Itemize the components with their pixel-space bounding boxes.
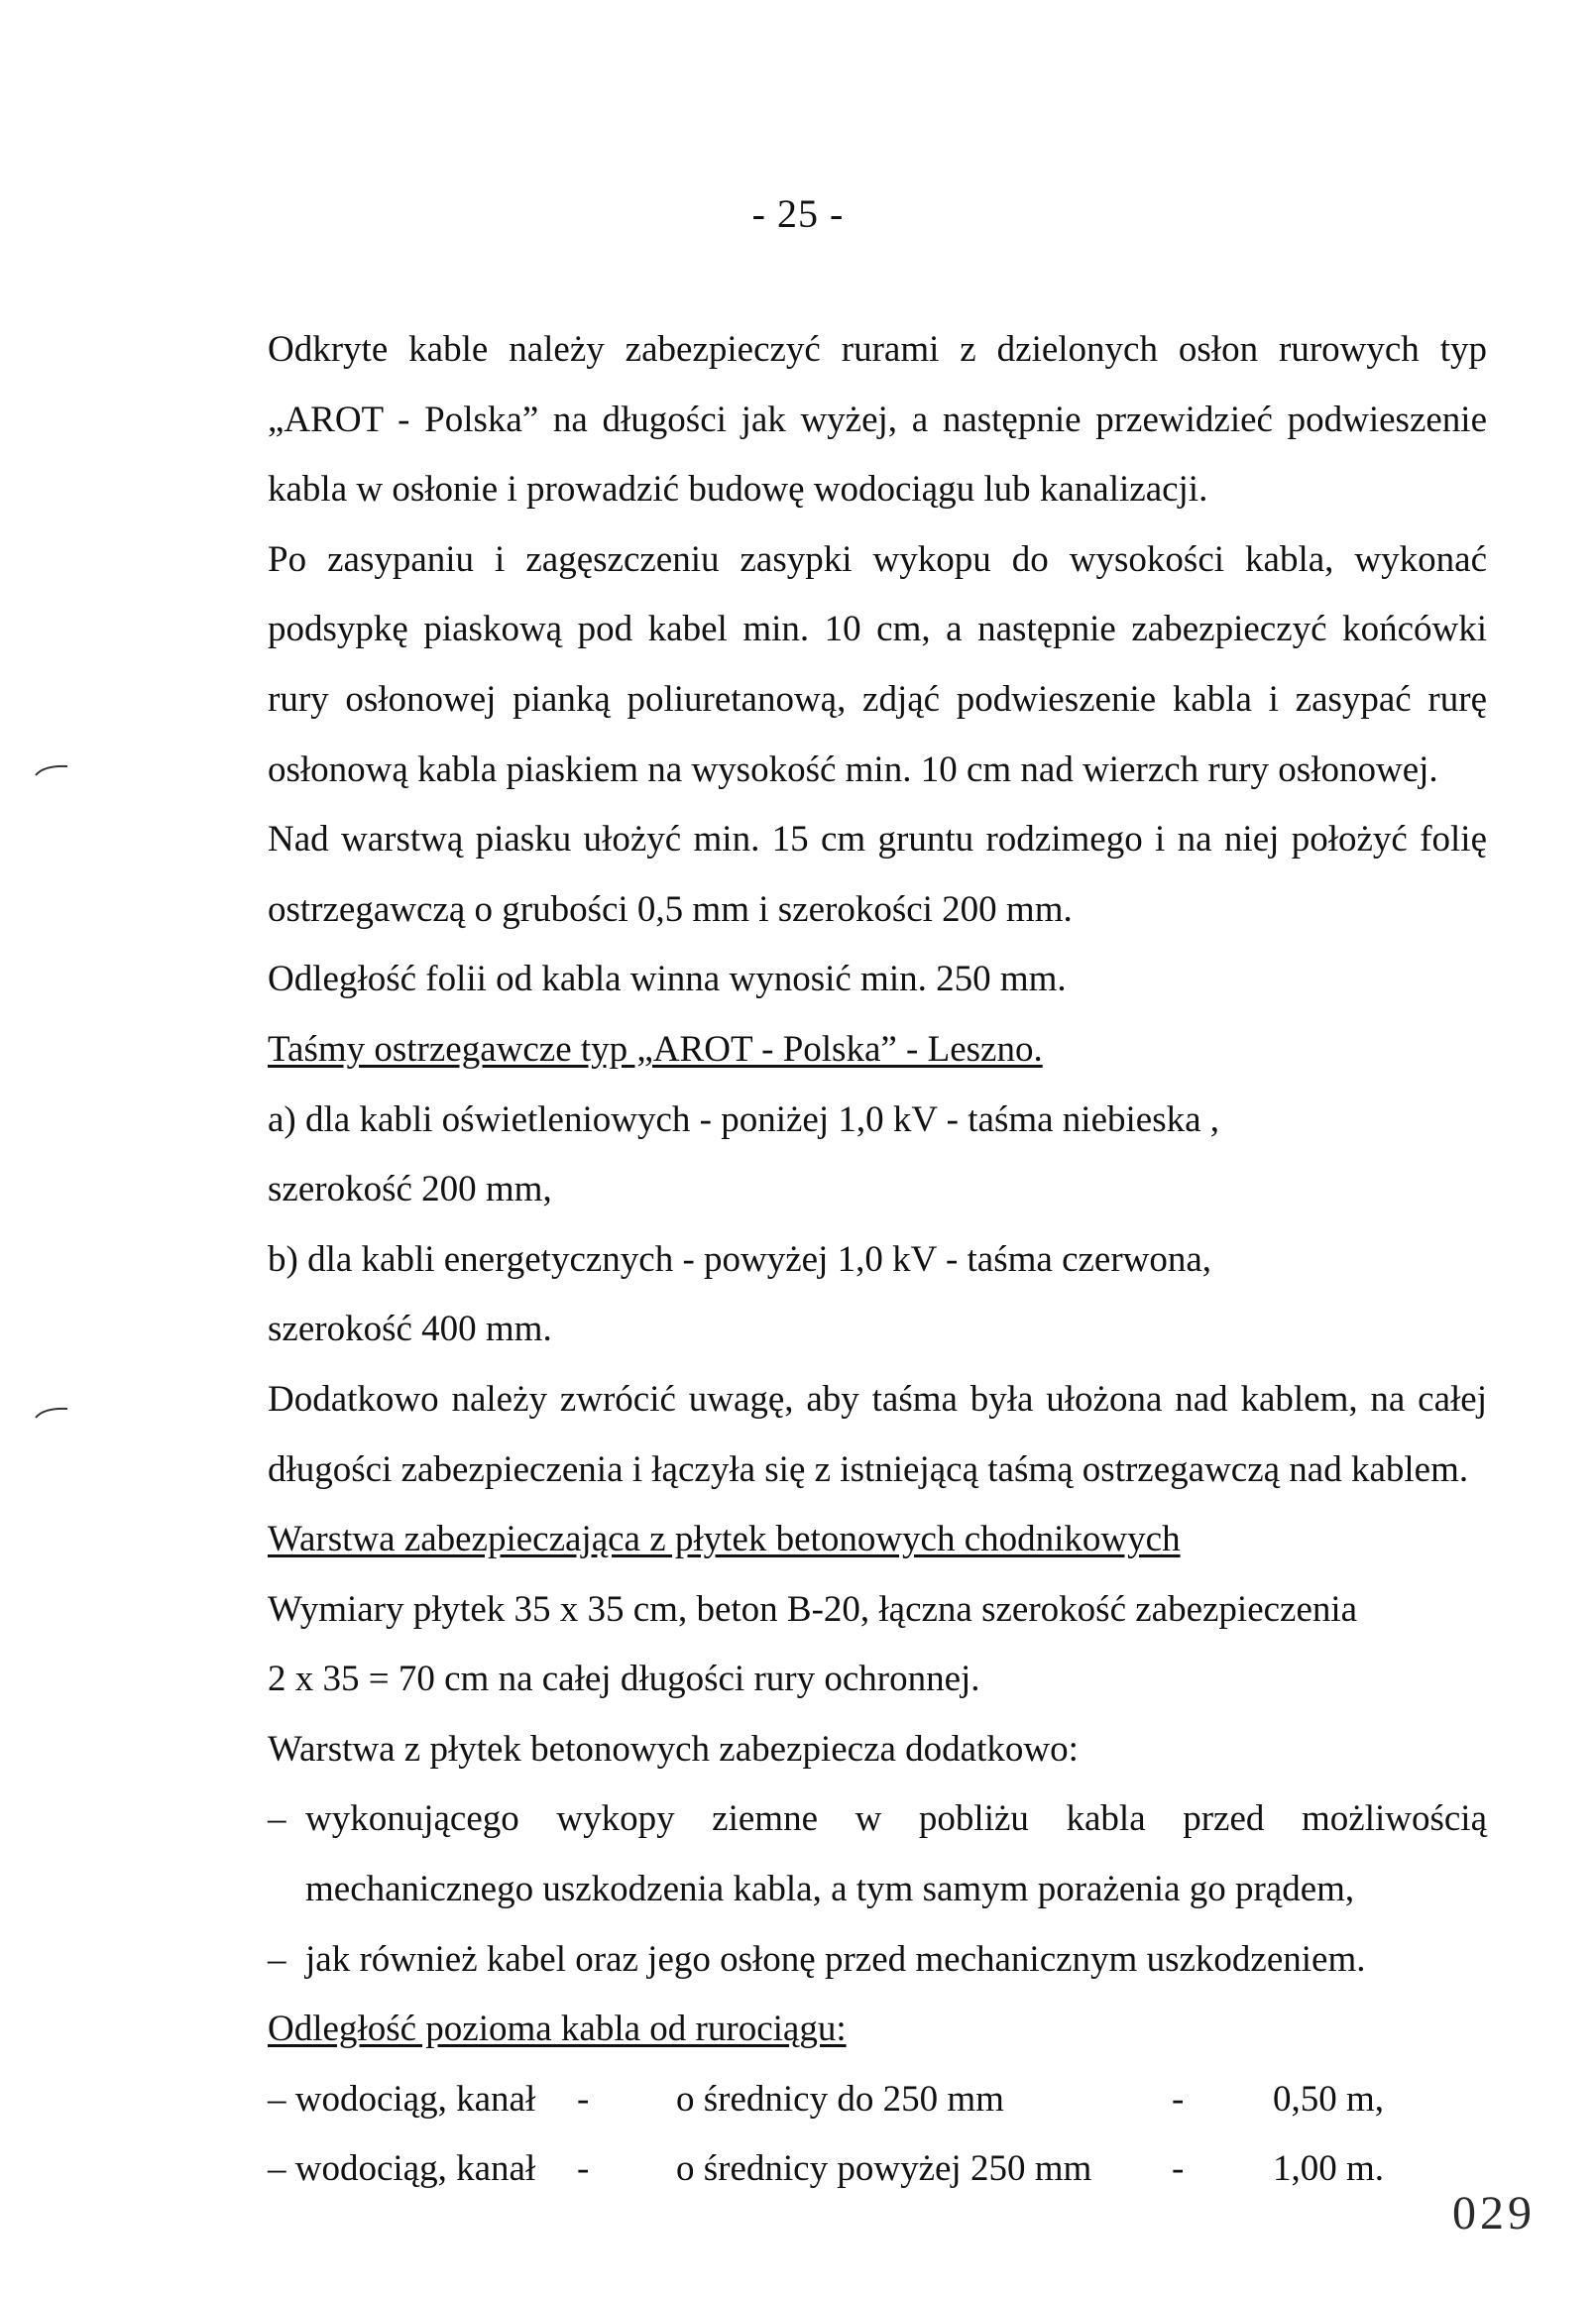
text-line: długości zabezpieczenia i łączyła się z istniejącą taśmą ostrzegawczą nad kablem. <box>268 1448 1469 1490</box>
text-line: Dodatkowo należy zwrócić uwagę, aby taśma była ułożona nad kablem, na całej <box>268 1378 1487 1420</box>
text-line: osłonową kabla piaskiem na wysokość min. 10 cm nad wierzch rury osłonowej. <box>268 748 1438 790</box>
list-dash: – <box>268 1938 286 1980</box>
page-number: - 25 - <box>751 191 845 236</box>
text-line: Odkryte kable należy zabezpieczyć rurami z dzielonych osłon rurowych typ <box>268 329 1487 370</box>
text-line: szerokość 400 mm. <box>268 1309 552 1350</box>
document-body <box>268 315 1487 2205</box>
text-line: rury osłonowej pianką poliuretanową, zdjąć podwieszenie kabla i zasypać rurę <box>268 678 1487 720</box>
text-line: ostrzegawczą o grubości 0,5 mm i szerokości 200 mm. <box>268 888 1073 930</box>
margin-mark <box>34 763 69 777</box>
section-heading-distance: Odległość pozioma kabla od rurociągu: <box>268 2009 847 2050</box>
text-line: 2 x 35 = 70 cm na całej długości rury ochronnej. <box>268 1659 980 1700</box>
text-line: Nad warstwą piasku ułożyć min. 15 cm gruntu rodzimego i na niej położyć folię <box>268 819 1487 861</box>
margin-mark <box>34 1406 69 1420</box>
distance-separator: - <box>577 2148 590 2190</box>
distance-description: o średnicy do 250 mm <box>676 2078 1004 2120</box>
list-item <box>268 1784 1487 1855</box>
distance-separator: - <box>1172 2148 1185 2190</box>
distance-separator: - <box>1172 2078 1185 2120</box>
text-line: „AROT - Polska” na długości jak wyżej, a następnie przewidzieć podwieszenie <box>268 399 1487 440</box>
text-line: Warstwa z płytek betonowych zabezpiecza dodatkowo: <box>268 1728 1079 1770</box>
distance-item: – wodociąg, kanał <box>268 2078 536 2120</box>
distance-separator: - <box>577 2078 590 2120</box>
text-line: Wymiary płytek 35 x 35 cm, beton B-20, łączna szerokość zabezpieczenia <box>268 1588 1358 1630</box>
distance-item: – wodociąg, kanał <box>268 2148 536 2190</box>
text-line: b) dla kabli energetycznych - powyżej 1,0 kV - taśma czerwona, <box>268 1238 1212 1280</box>
distance-value: 1,00 m. <box>1273 2148 1385 2190</box>
section-heading-tapes: Taśmy ostrzegawcze typ „AROT - Polska” - Leszno. <box>268 1028 1043 1070</box>
text-line: a) dla kabli oświetleniowych - poniżej 1,0 kV - taśma niebieska , <box>268 1098 1220 1140</box>
list-dash: – <box>268 1798 286 1840</box>
distance-row <box>268 2134 1487 2205</box>
text-line: kabla w osłonie i prowadzić budowę wodociągu lub kanalizacji. <box>268 469 1208 511</box>
archive-stamp-number: 029 <box>1452 2187 1536 2240</box>
list-item-text: jak również kabel oraz jego osłonę przed mechanicznym uszkodzeniem. <box>305 1938 1366 1980</box>
text-line: szerokość 200 mm, <box>268 1169 552 1210</box>
section-heading-slabs: Warstwa zabezpieczająca z płytek betonowych chodnikowych <box>268 1519 1181 1560</box>
distance-row <box>268 2065 1487 2135</box>
list-item-text: wykonującego wykopy ziemne w pobliżu kabla przed możliwością <box>305 1798 1487 1840</box>
list-item <box>268 1925 1487 1996</box>
text-line: Po zasypaniu i zagęszczeniu zasypki wykopu do wysokości kabla, wykonać <box>268 538 1487 580</box>
list-item-continuation: mechanicznego uszkodzenia kabla, a tym samym porażenia go prądem, <box>305 1869 1355 1910</box>
distance-value: 0,50 m, <box>1273 2078 1385 2120</box>
text-line: Odległość folii od kabla winna wynosić min. 250 mm. <box>268 959 1067 1000</box>
distance-description: o średnicy powyżej 250 mm <box>676 2148 1092 2190</box>
text-line: podsypkę piaskową pod kabel min. 10 cm, a następnie zabezpieczyć końcówki <box>268 609 1487 650</box>
